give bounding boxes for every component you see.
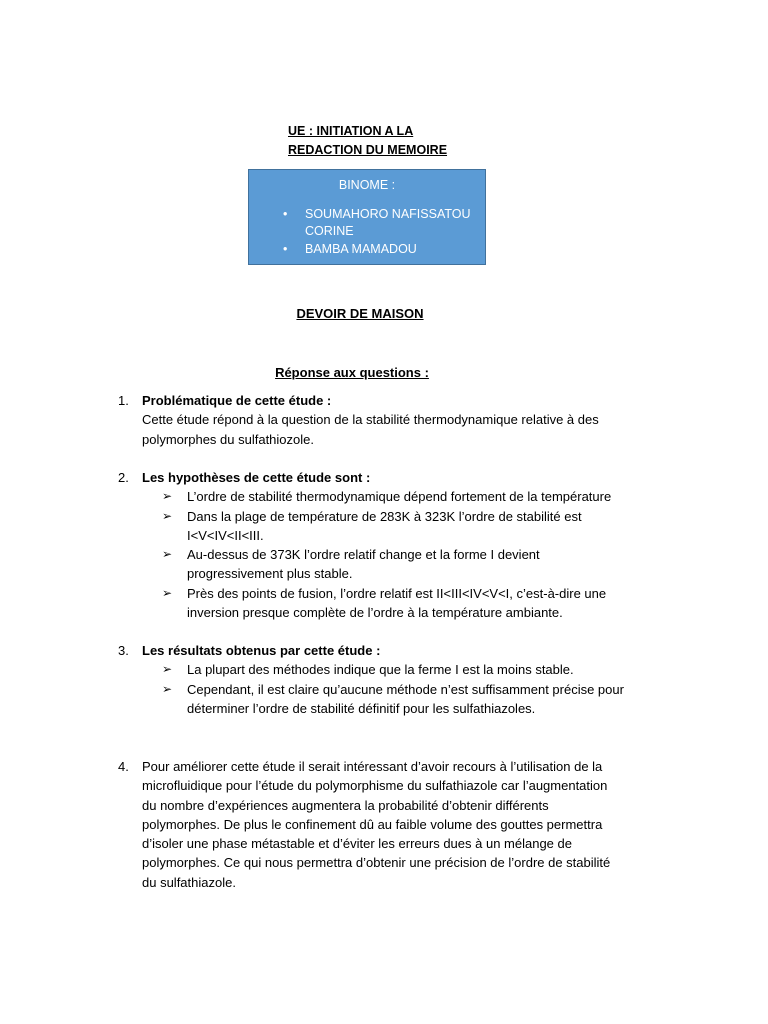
list-item-text: Dans la plage de température de 283K à 323K l’ordre de stabilité est (187, 508, 582, 524)
course-title-line-1: UE : INITIATION A LA (288, 124, 414, 138)
arrow-bullet-icon: ➢ (162, 585, 173, 600)
section-text-line: polymorphes. De plus le confinement dû au faible volume des gouttes permettra (142, 816, 603, 832)
binome-member-list (279, 206, 471, 259)
section-heading: Les résultats obtenus par cette étude : (142, 643, 381, 658)
section-text-line: polymorphes du sulfathiozole. (142, 431, 314, 447)
section-text-line: Pour améliorer cette étude il serait intéressant d’avoir recours à l’utilisation de la (142, 759, 603, 774)
arrow-bullet-icon: ➢ (162, 662, 173, 677)
list-item-text: Au-dessus de 373K l’ordre relatif change et la forme I devient (187, 547, 540, 563)
list-item-text: L’ordre de stabilité thermodynamique dépend fortement de la température (187, 489, 612, 505)
section-text-line: Cette étude répond à la question de la stabilité thermodynamique relative à des (142, 412, 599, 428)
list-item (142, 487, 682, 506)
results-list (142, 660, 682, 718)
list-item-text: inversion presque complète de l’ordre à la température ambiante. (187, 605, 563, 621)
list-item-text: Cependant, il est claire qu’aucune méthode n’est suffisamment précise pour (187, 681, 624, 697)
section-number: 4. (118, 759, 129, 774)
binome-member-name: BAMBA MAMADOU (305, 242, 417, 256)
binome-member-name: SOUMAHORO NAFISSATOU (305, 207, 471, 221)
arrow-bullet-icon: ➢ (162, 547, 173, 562)
hypothesis-list (142, 487, 682, 622)
list-item (142, 584, 682, 623)
binome-label: BINOME : (338, 178, 396, 192)
section-number: 3. (118, 643, 129, 658)
section-text-line: du sulfathiazole. (142, 874, 236, 890)
section-text-line: du nombre d’expériences augmentera la probabilité d’obtenir différents (142, 797, 549, 813)
section-text-line: microfluidique pour l’étude du polymorphisme du sulfathiazole car l’augmentation (142, 778, 608, 794)
devoir-title: DEVOIR DE MAISON (296, 306, 424, 321)
section-heading: Problématique de cette étude : (142, 393, 332, 408)
arrow-bullet-icon: ➢ (162, 681, 173, 696)
section-text-line: d’isoler une phase métastable et d’éviter les erreurs dues à un mélange de (142, 836, 572, 852)
bullet-icon: • (283, 207, 288, 221)
binome-member-name-cont: CORINE (305, 224, 354, 238)
list-item-text: déterminer l’ordre de stabilité définitif pour les sulfathiazoles. (187, 700, 536, 716)
list-item (142, 680, 682, 719)
course-title-line-2: REDACTION DU MEMOIRE (288, 143, 448, 157)
section-text-line: polymorphes. Ce qui nous permettra d’obtenir une précision de l’ordre de stabilité (142, 855, 611, 871)
arrow-bullet-icon: ➢ (162, 508, 173, 523)
bullet-icon: • (283, 242, 288, 256)
binome-member (279, 241, 471, 258)
list-item-text: Près des points de fusion, l’ordre relatif est II<III<IV<V<I, c’est-à-dire une (187, 585, 607, 601)
list-item-text: I<V<IV<II<III. (187, 527, 264, 543)
list-item (142, 545, 682, 584)
section-heading: Les hypothèses de cette étude sont : (142, 470, 371, 485)
binome-box (248, 169, 486, 265)
list-item (142, 660, 682, 679)
arrow-bullet-icon: ➢ (162, 489, 173, 504)
reponse-title: Réponse aux questions : (275, 365, 429, 380)
section-number: 1. (118, 393, 129, 408)
binome-member (279, 206, 471, 240)
section-number: 2. (118, 470, 129, 485)
list-item (142, 507, 682, 546)
course-title (288, 122, 447, 160)
list-item-text: progressivement plus stable. (187, 566, 353, 582)
list-item-text: La plupart des méthodes indique que la ferme I est la moins stable. (187, 662, 574, 678)
